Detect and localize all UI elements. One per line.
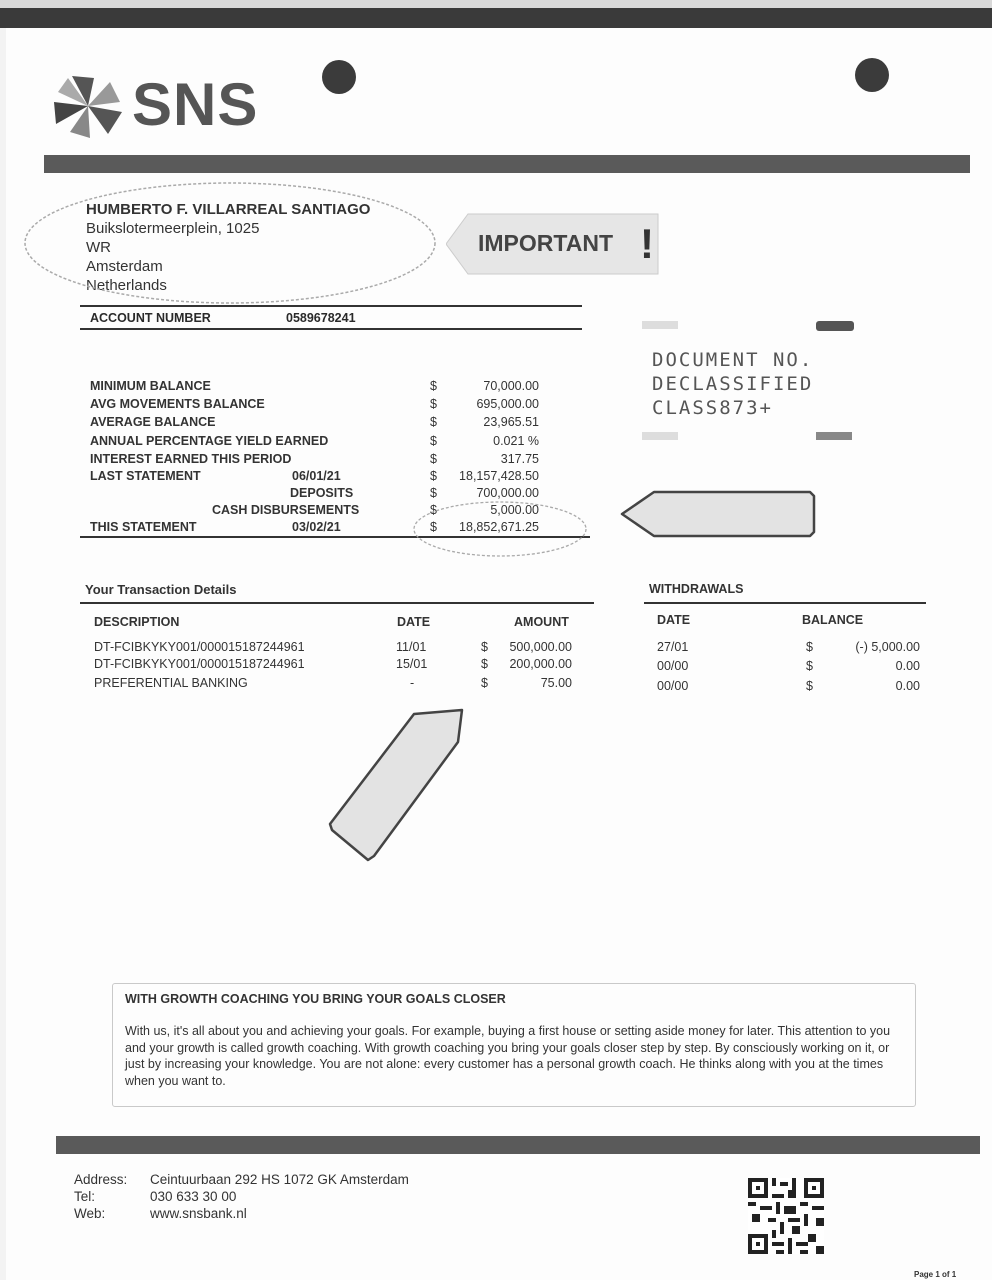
summary-value: 70,000.00: [483, 379, 539, 393]
pointer-arrow-left-icon: [620, 490, 816, 538]
summary-value: 18,852,671.25: [459, 520, 539, 534]
col-amount: AMOUNT: [514, 615, 569, 629]
txn-date: -: [410, 676, 415, 690]
account-bottom-rule: [80, 328, 582, 330]
stamp-line-1: DOCUMENT NO.: [652, 349, 814, 371]
summary-value: 23,965.51: [483, 415, 539, 429]
summary-currency: $: [430, 503, 437, 517]
footer-divider-bar: [56, 1136, 980, 1154]
pointer-arrow-diagonal-icon: [320, 700, 474, 866]
txn-currency: $: [481, 640, 488, 654]
redaction-mark: [642, 321, 678, 329]
txn-date: 11/01: [396, 640, 427, 654]
txn-amount: 500,000.00: [509, 640, 572, 654]
txn-currency: $: [481, 676, 488, 690]
withdrawal-date: 00/00: [657, 659, 689, 673]
sns-logo-icon: [50, 72, 126, 140]
summary-value: 317.75: [500, 452, 539, 466]
customer-city: Amsterdam: [86, 258, 163, 275]
transactions-title: Your Transaction Details: [85, 582, 237, 597]
summary-value: 700,000.00: [476, 486, 539, 500]
footer-tel-label: Tel:: [74, 1189, 96, 1204]
account-number-label: ACCOUNT NUMBER: [90, 311, 211, 325]
summary-label: LAST STATEMENT: [90, 469, 201, 483]
summary-sublabel: CASH DISBURSEMENTS: [212, 503, 360, 517]
withdrawal-currency: $: [806, 640, 813, 654]
summary-currency: $: [430, 520, 437, 534]
withdrawal-currency: $: [806, 679, 813, 693]
withdrawal-balance: 0.00: [895, 679, 920, 693]
summary-currency: $: [430, 469, 437, 483]
summary-label: ANNUAL PERCENTAGE YIELD EARNED: [90, 434, 329, 448]
summary-currency: $: [430, 486, 437, 500]
redaction-mark: [816, 432, 852, 440]
txn-currency: $: [481, 657, 488, 671]
page-number: Page 1 of 1: [914, 1270, 957, 1279]
txn-date: 15/01: [396, 657, 428, 671]
transactions-rule: [80, 602, 594, 604]
redaction-mark: [642, 432, 678, 440]
txn-description: DT-FCIBKYKY001/000015187244961: [94, 640, 305, 654]
important-label: IMPORTANT: [478, 230, 614, 256]
pencil-circle-mark: [20, 178, 440, 308]
summary-value: 0.021 %: [493, 434, 539, 448]
promo-heading: WITH GROWTH COACHING YOU BRING YOUR GOALS CLOSER: [125, 992, 506, 1006]
punch-hole-right: [855, 58, 889, 92]
summary-date: 06/01/21: [292, 469, 341, 483]
txn-amount: 200,000.00: [509, 657, 572, 671]
promo-body: With us, it's all about you and achieving your goals. For example, buying a first house or setting aside money for later. This attention to you and your growth is called growth coaching. With growth coaching you bring your goals closer step by step. By consciously working on it, or just by increasing your knowledge. You are not alone: every customer has a personal growth coach. He thinks along with you at the times when you want to.: [125, 1024, 891, 1088]
qr-code-icon: [748, 1178, 824, 1254]
txn-description: DT-FCIBKYKY001/000015187244961: [94, 657, 305, 671]
footer-tel: 030 633 30 00: [150, 1189, 237, 1204]
summary-value: 18,157,428.50: [459, 469, 539, 483]
redaction-mark: [816, 321, 854, 331]
withdrawal-balance: (-) 5,000.00: [855, 640, 920, 654]
punch-hole-left: [322, 60, 356, 94]
footer-web-label: Web:: [74, 1206, 106, 1221]
summary-date: 03/02/21: [292, 520, 341, 534]
withdrawal-currency: $: [806, 659, 813, 673]
col-date: DATE: [397, 615, 431, 629]
summary-label: INTEREST EARNED THIS PERIOD: [90, 452, 292, 466]
withdrawal-date: 27/01: [657, 640, 689, 654]
footer-address: Ceintuurbaan 292 HS 1072 GK Amsterdam: [150, 1172, 409, 1187]
summary-currency: $: [430, 434, 437, 448]
footer-web-link[interactable]: www.snsbank.nl: [150, 1206, 247, 1221]
exclamation-icon: !: [640, 220, 654, 267]
summary-label: THIS STATEMENT: [90, 520, 197, 534]
col-withdrawal-date: DATE: [657, 613, 691, 627]
customer-name: HUMBERTO F. VILLARREAL SANTIAGO: [86, 201, 371, 218]
withdrawals-rule: [644, 602, 926, 604]
col-description: DESCRIPTION: [94, 615, 180, 629]
header-divider-bar: [44, 155, 970, 173]
pencil-circle-mark: [410, 498, 590, 560]
brand-name: SNS: [132, 71, 259, 138]
summary-sublabel: DEPOSITS: [290, 486, 354, 500]
summary-currency: $: [430, 379, 437, 393]
growth-coaching-box: [112, 983, 916, 1107]
summary-value: 5,000.00: [490, 503, 539, 517]
scan-top-edge: [0, 0, 992, 28]
txn-amount: 75.00: [540, 676, 572, 690]
summary-label: MINIMUM BALANCE: [90, 379, 211, 393]
footer-address-label: Address:: [74, 1172, 128, 1187]
summary-value: 695,000.00: [476, 397, 539, 411]
declassified-stamp: [652, 348, 813, 420]
important-callout: [446, 212, 660, 276]
account-top-rule: [80, 305, 582, 307]
withdrawal-date: 00/00: [657, 679, 689, 693]
withdrawals-title: WITHDRAWALS: [649, 582, 744, 596]
summary-label: AVG MOVEMENTS BALANCE: [90, 397, 265, 411]
summary-label: AVERAGE BALANCE: [90, 415, 216, 429]
summary-currency: $: [430, 452, 437, 466]
summary-currency: $: [430, 397, 437, 411]
col-balance: BALANCE: [802, 613, 864, 627]
stamp-line-2: DECLASSIFIED: [652, 373, 814, 395]
summary-currency: $: [430, 415, 437, 429]
withdrawal-balance: 0.00: [895, 659, 920, 673]
customer-region: WR: [86, 239, 111, 256]
account-number-value: 0589678241: [286, 311, 356, 325]
customer-country: Netherlands: [86, 277, 167, 294]
customer-street: Buikslotermeerplein, 1025: [86, 220, 260, 237]
stamp-line-3: CLASS873+: [652, 397, 773, 419]
txn-description: PREFERENTIAL BANKING: [94, 676, 248, 690]
